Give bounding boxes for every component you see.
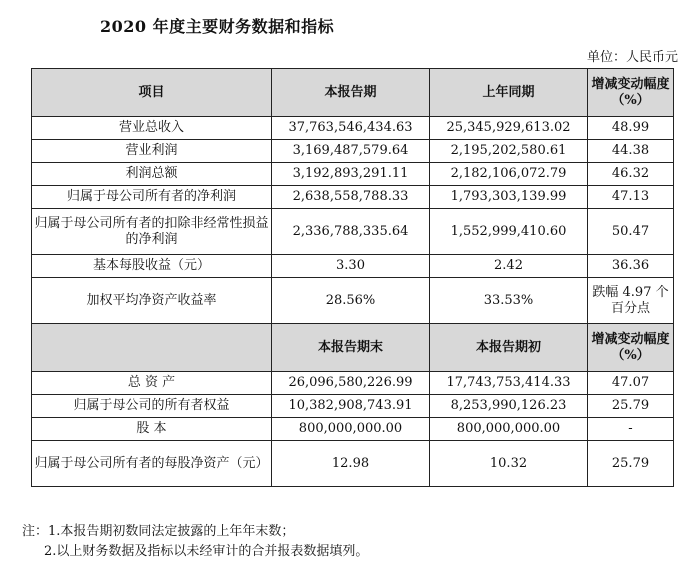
table-row — [32, 418, 674, 441]
table-header-row — [32, 69, 674, 117]
table-row — [32, 186, 674, 209]
row-prior: 33.53% — [430, 278, 588, 324]
row-prior: 8,253,990,126.23 — [430, 395, 588, 418]
row-item: 营业利润 — [32, 140, 272, 163]
row-change: 48.99 — [588, 117, 674, 140]
table-row — [32, 117, 674, 140]
table-row — [32, 278, 674, 324]
table-row — [32, 441, 674, 487]
row-current: 10,382,908,743.91 — [272, 395, 430, 418]
financial-table — [31, 68, 674, 487]
footnote-2: 2.以上财务数据及指标以未经审计的合并报表数据填列。 — [44, 544, 369, 559]
table-row — [32, 209, 674, 255]
row-current: 26,096,580,226.99 — [272, 372, 430, 395]
row-change: 25.79 — [588, 441, 674, 487]
subheader-period-start: 本报告期初 — [430, 324, 588, 372]
row-change: 跌幅 4.97 个百分点 — [588, 278, 674, 324]
row-change: - — [588, 418, 674, 441]
row-item: 总 资 产 — [32, 372, 272, 395]
row-change: 47.07 — [588, 372, 674, 395]
row-current: 2,638,558,788.33 — [272, 186, 430, 209]
row-item: 股 本 — [32, 418, 272, 441]
row-prior: 1,793,303,139.99 — [430, 186, 588, 209]
row-change: 50.47 — [588, 209, 674, 255]
footnotes — [22, 522, 368, 562]
table-row — [32, 140, 674, 163]
header-change: 增减变动幅度（%） — [588, 69, 674, 117]
row-current: 2,336,788,335.64 — [272, 209, 430, 255]
table-row — [32, 395, 674, 418]
row-change: 25.79 — [588, 395, 674, 418]
document-title: 2020 年度主要财务数据和指标 — [100, 17, 335, 36]
header-prior: 上年同期 — [430, 69, 588, 117]
row-item: 归属于母公司所有者的净利润 — [32, 186, 272, 209]
row-prior: 800,000,000.00 — [430, 418, 588, 441]
row-change: 44.38 — [588, 140, 674, 163]
row-item: 归属于母公司所有者的每股净资产（元） — [32, 441, 272, 487]
row-current: 3.30 — [272, 255, 430, 278]
header-item: 项目 — [32, 69, 272, 117]
row-prior: 2,195,202,580.61 — [430, 140, 588, 163]
row-change: 47.13 — [588, 186, 674, 209]
row-prior: 1,552,999,410.60 — [430, 209, 588, 255]
row-prior: 10.32 — [430, 441, 588, 487]
row-prior: 2,182,106,072.79 — [430, 163, 588, 186]
subheader-period-end: 本报告期末 — [272, 324, 430, 372]
row-current: 800,000,000.00 — [272, 418, 430, 441]
row-item: 加权平均净资产收益率 — [32, 278, 272, 324]
row-change: 36.36 — [588, 255, 674, 278]
row-prior: 2.42 — [430, 255, 588, 278]
footnote-1: 注：1.本报告期初数同法定披露的上年年末数； — [22, 524, 295, 539]
subheader-item — [32, 324, 272, 372]
table-row — [32, 372, 674, 395]
table-row — [32, 255, 674, 278]
subheader-change: 增减变动幅度（%） — [588, 324, 674, 372]
row-current: 3,169,487,579.64 — [272, 140, 430, 163]
table-subheader-row — [32, 324, 674, 372]
row-current: 37,763,546,434.63 — [272, 117, 430, 140]
row-item: 基本每股收益（元） — [32, 255, 272, 278]
row-change: 46.32 — [588, 163, 674, 186]
row-prior: 17,743,753,414.33 — [430, 372, 588, 395]
row-item: 归属于母公司的所有者权益 — [32, 395, 272, 418]
row-prior: 25,345,929,613.02 — [430, 117, 588, 140]
row-item: 营业总收入 — [32, 117, 272, 140]
row-current: 3,192,893,291.11 — [272, 163, 430, 186]
row-item: 归属于母公司所有者的扣除非经常性损益的净利润 — [32, 209, 272, 255]
currency-unit: 单位：人民币元 — [586, 50, 678, 65]
row-current: 28.56% — [272, 278, 430, 324]
row-current: 12.98 — [272, 441, 430, 487]
table-row — [32, 163, 674, 186]
row-item: 利润总额 — [32, 163, 272, 186]
header-current: 本报告期 — [272, 69, 430, 117]
